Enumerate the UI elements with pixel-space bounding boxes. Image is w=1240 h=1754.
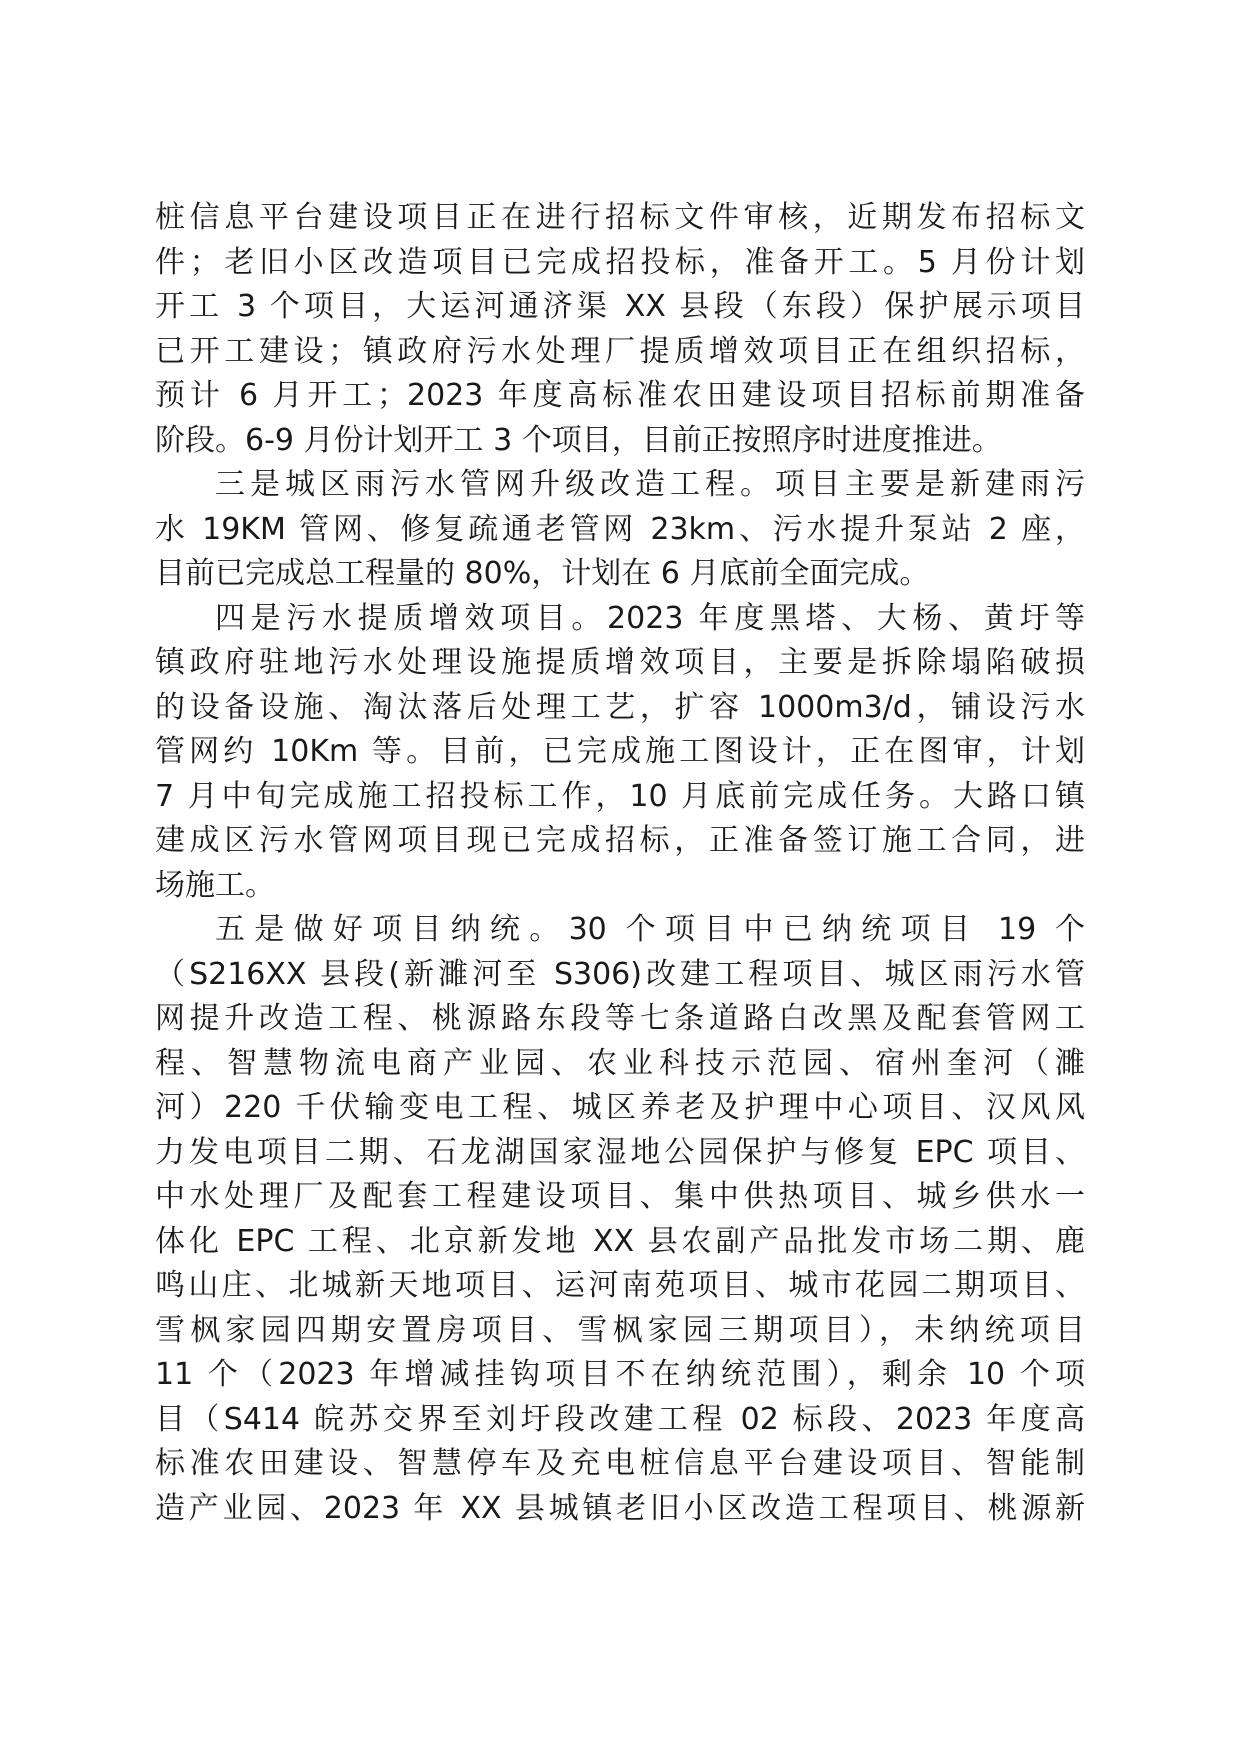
text-line: 桩信息平台建设项目正在进行招标文件审核，近期发布招标文: [155, 200, 1085, 235]
text-line: （S216XX 县段(新濉河至 S306)改建工程项目、城区雨污水管: [155, 956, 1085, 992]
text-line: 的设备设施、淘汰落后处理工艺，扩容 1000m3/d，铺设污水: [155, 689, 1085, 725]
text-line: 程、智慧物流电商产业园、农业科技示范园、宿州奎河（濉: [155, 1045, 1085, 1081]
text-line: 雪枫家园四期安置房项目、雪枫家园三期项目），未纳统项目: [155, 1312, 1085, 1348]
paragraph-start: 四是污水提质增效项目。2023 年度黑塔、大杨、黄圩等: [215, 600, 1085, 636]
text-line: 中水处理厂及配套工程建设项目、集中供热项目、城乡供水一: [155, 1179, 1085, 1214]
document-body: [155, 196, 1085, 1531]
text-line: 件；老旧小区改造项目已完成招投标，准备开工。5 月份计划: [155, 244, 1085, 280]
text-line: 镇政府驻地污水处理设施提质增效项目，主要是拆除塌陷破损: [155, 645, 1085, 680]
text-line: 造产业园、2023 年 XX 县城镇老旧小区改造工程项目、桃源新: [155, 1490, 1085, 1526]
paragraph-start: 三是城区雨污水管网升级改造工程。项目主要是新建雨污: [215, 467, 1085, 502]
text-line: 力发电项目二期、石龙湖国家湿地公园保护与修复 EPC 项目、: [155, 1134, 1085, 1170]
text-line: 管网约 10Km 等。目前，已完成施工图设计，正在图审，计划: [155, 734, 1085, 769]
text-line: 场施工。: [155, 867, 275, 903]
paragraph-start: 五是做好项目纳统。30 个项目中已纳统项目 19 个: [215, 912, 1085, 947]
text-line: 鸣山庄、北城新天地项目、运河南苑项目、城市花园二期项目、: [155, 1268, 1085, 1303]
text-line: 开工 3 个项目，大运河通济渠 XX 县段（东段）保护展示项目: [155, 289, 1085, 324]
text-line: 体化 EPC 工程、北京新发地 XX 县农副产品批发市场二期、鹿: [155, 1223, 1085, 1259]
text-line: 目前已完成总工程量的 80%，计划在 6 月底前全面完成。: [155, 556, 930, 591]
text-line: 水 19KM 管网、修复疏通老管网 23km、污水提升泵站 2 座，: [155, 511, 1085, 547]
text-line: 11 个（2023 年增减挂钩项目不在纳统范围），剩余 10 个项: [155, 1357, 1085, 1392]
text-line: 已开工建设；镇政府污水处理厂提质增效项目正在组织招标，: [155, 333, 1085, 369]
text-line: 阶段。6-9 月份计划开工 3 个项目，目前正按照序时进度推进。: [155, 422, 1002, 458]
text-line: 建成区污水管网项目现已完成招标，正准备签订施工合同，进: [155, 823, 1085, 858]
text-line: 目（S414 皖苏交界至刘圩段改建工程 02 标段、2023 年度高: [155, 1401, 1085, 1437]
text-line: 河）220 千伏输变电工程、城区养老及护理中心项目、汉风风: [155, 1090, 1085, 1125]
text-line: 标准农田建设、智慧停车及充电桩信息平台建设项目、智能制: [155, 1446, 1085, 1481]
text-line: 预计 6 月开工；2023 年度高标准农田建设项目招标前期准备: [155, 378, 1085, 413]
text-line: 网提升改造工程、桃源路东段等七条道路白改黑及配套管网工: [155, 1001, 1085, 1036]
text-line: 7 月中旬完成施工招投标工作，10 月底前完成任务。大路口镇: [155, 778, 1085, 814]
